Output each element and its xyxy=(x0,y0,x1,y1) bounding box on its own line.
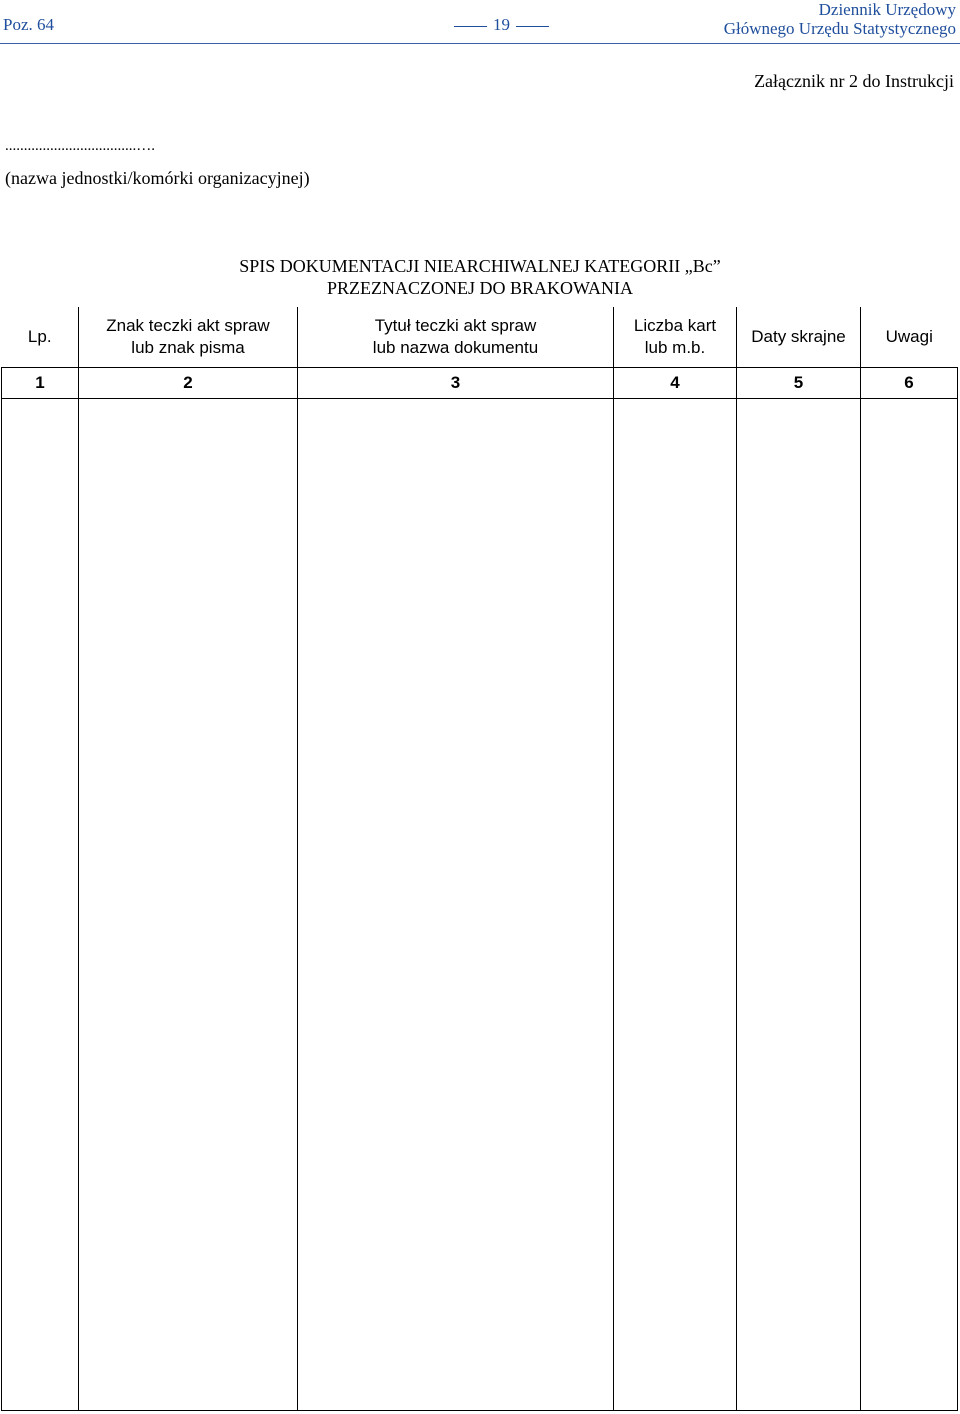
column-number-3: 3 xyxy=(298,368,614,399)
body-cell-file-sign[interactable] xyxy=(79,399,298,1411)
column-number-5: 5 xyxy=(737,368,861,399)
body-cell-date-range[interactable] xyxy=(737,399,861,1411)
page-number-dash-right xyxy=(516,26,549,27)
column-header-lp: Lp. xyxy=(2,307,79,368)
body-cell-remarks[interactable] xyxy=(861,399,958,1411)
journal-title-line2: Głównego Urzędu Statystycznego xyxy=(723,19,956,38)
body-cell-file-title[interactable] xyxy=(298,399,614,1411)
table-header-row xyxy=(2,307,958,368)
header-divider xyxy=(0,43,960,44)
page-number-dash-left xyxy=(454,26,487,27)
page-number-value: 19 xyxy=(493,15,510,34)
column-number-6: 6 xyxy=(861,368,958,399)
column-header-date-range: Daty skrajne xyxy=(737,307,861,368)
column-number-4: 4 xyxy=(614,368,737,399)
unit-name-caption: (nazwa jednostki/komórki organizacyjnej) xyxy=(5,168,310,188)
column-header-remarks: Uwagi xyxy=(861,307,958,368)
document-title-line1: SPIS DOKUMENTACJI NIEARCHIWALNEJ KATEGORII „Bc” xyxy=(239,256,721,276)
table-body-row xyxy=(2,399,958,1411)
body-cell-page-count[interactable] xyxy=(614,399,737,1411)
document-title-line2: PRZEZNACZONEJ DO BRAKOWANIA xyxy=(327,278,633,298)
column-header-file-sign: Znak teczki akt spraw lub znak pisma xyxy=(79,307,298,368)
body-cell-lp[interactable] xyxy=(2,399,79,1411)
position-number: Poz. 64 xyxy=(3,15,54,34)
journal-title-line1: Dziennik Urzędowy xyxy=(818,0,956,19)
column-number-1: 1 xyxy=(2,368,79,399)
annex-label: Załącznik nr 2 do Instrukcji xyxy=(754,71,954,91)
page-number xyxy=(448,15,555,35)
column-header-page-count: Liczba kart lub m.b. xyxy=(614,307,737,368)
column-number-2: 2 xyxy=(79,368,298,399)
documents-table xyxy=(1,307,958,1411)
column-header-file-title: Tytuł teczki akt spraw lub nazwa dokumentu xyxy=(298,307,614,368)
unit-name-placeholder-line: ...................................…. xyxy=(5,138,155,154)
table-column-numbers-row xyxy=(2,368,958,399)
